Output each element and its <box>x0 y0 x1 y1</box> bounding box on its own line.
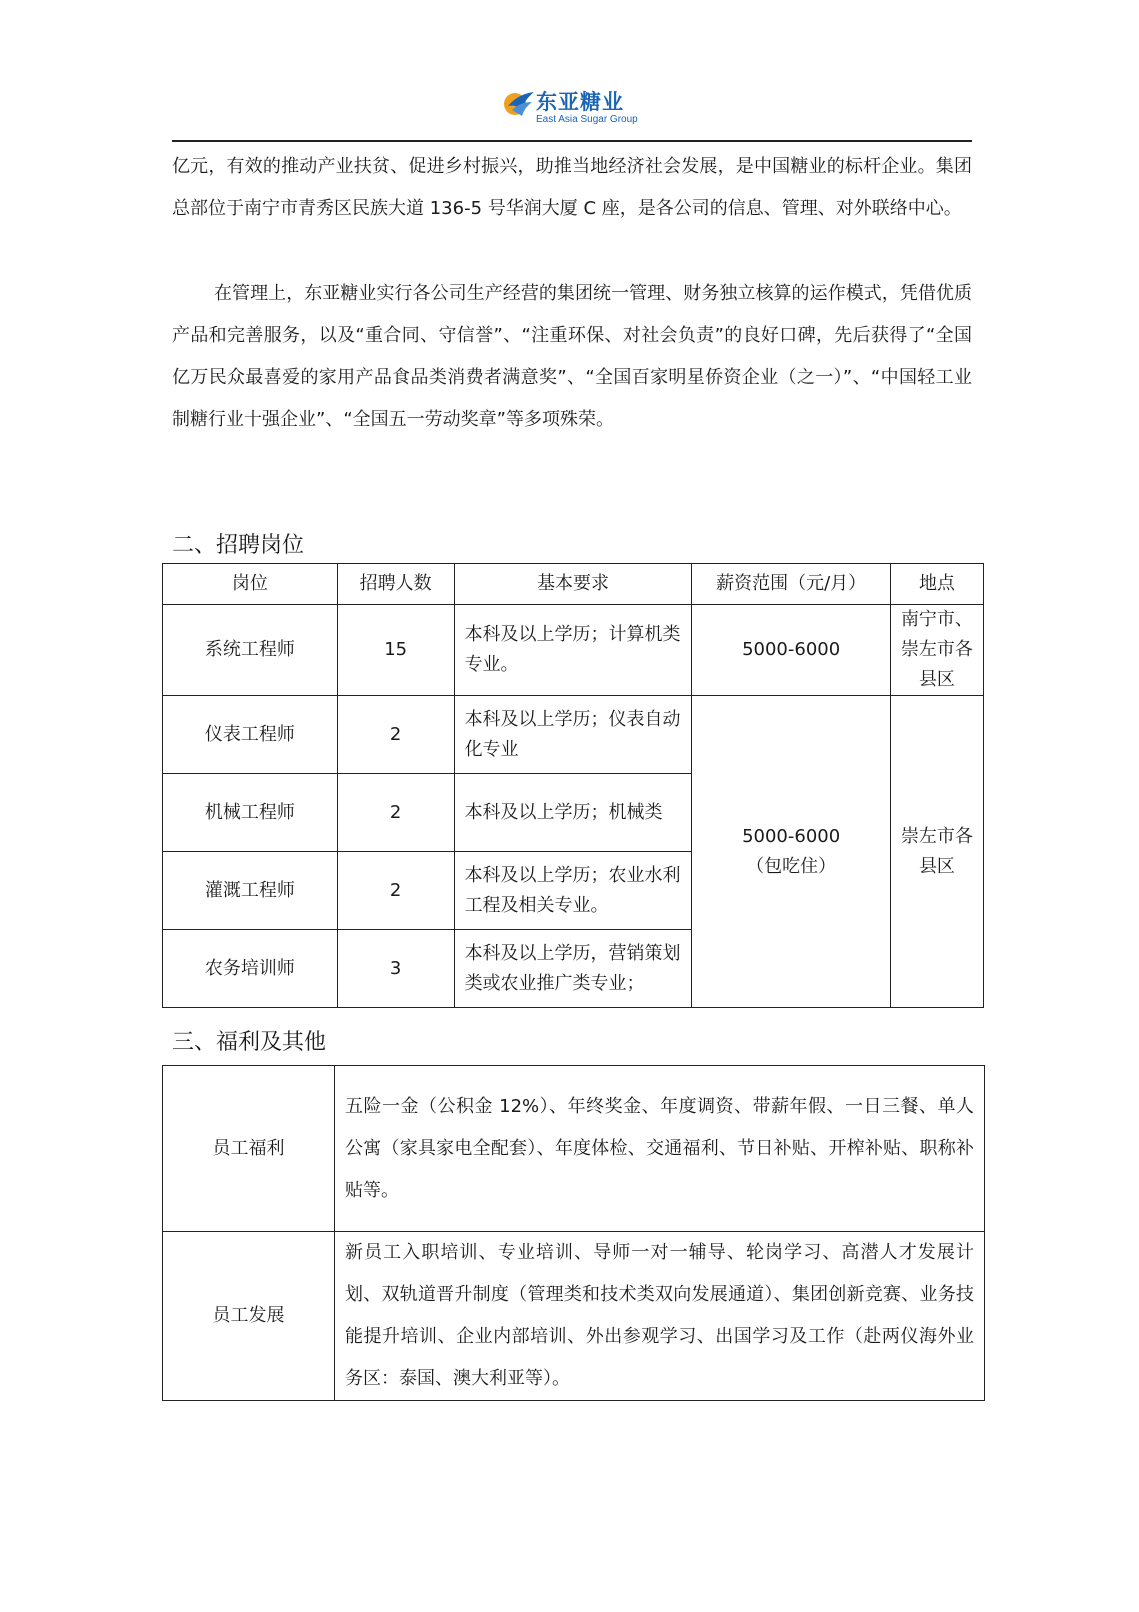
intro-paragraph-2: 在管理上，东亚糖业实行各公司生产经营的集团统一管理、财务独立核算的运作模式，凭借优质产品和完善服务，以及“重合同、守信誉”、“注重环保、对社会负责”的良好口碑，先后获得了“全国亿万民众最喜爱的家用产品食品类消费者满意奖”、“全国百家明星侨资企业（之一）”、“中国轻工业制糖行业十强企业”、“全国五一劳动奖章”等多项殊荣。 <box>172 283 972 430</box>
count-cell: 2 <box>337 852 454 930</box>
position-cell: 灌溉工程师 <box>163 852 338 930</box>
intro-paragraph-1: 亿元，有效的推动产业扶贫、促进乡村振兴，助推当地经济社会发展，是中国糖业的标杆企业。集团总部位于南宁市青秀区民族大道 136-5 号华润大厦 C 座，是各公司的信息、管理、对外联络中心。 <box>172 156 972 219</box>
position-cell: 仪表工程师 <box>163 696 338 774</box>
table-row <box>163 1066 985 1232</box>
table-row <box>163 605 984 696</box>
header-salary: 薪资范围（元/月） <box>692 564 891 605</box>
requirement-cell: 本科及以上学历；仪表自动化专业 <box>454 696 692 774</box>
count-cell: 3 <box>337 930 454 1008</box>
salary-note: （包吃住） <box>746 855 837 877</box>
requirement-cell: 本科及以上学历；机械类 <box>454 774 692 852</box>
requirement-cell: 本科及以上学历；计算机类专业。 <box>454 605 692 696</box>
positions-table <box>162 563 984 1008</box>
logo-chinese-name: 东亚糖业 <box>536 90 624 114</box>
count-cell: 2 <box>337 774 454 852</box>
logo-sun-bird-icon <box>502 88 536 132</box>
requirement-cell: 本科及以上学历；农业水利工程及相关专业。 <box>454 852 692 930</box>
position-cell: 系统工程师 <box>163 605 338 696</box>
benefit-text: 五险一金（公积金 12%）、年终奖金、年度调资、带薪年假、一日三餐、单人公寓（家具家电全配套）、年度体检、交通福利、节日补贴、开榨补贴、职称补贴等。 <box>335 1066 985 1232</box>
section-heading-positions: 二、招聘岗位 <box>172 533 305 558</box>
position-cell: 机械工程师 <box>163 774 338 852</box>
company-logo <box>502 86 652 134</box>
salary-cell: 5000-6000 <box>692 605 891 696</box>
header-position: 岗位 <box>163 564 338 605</box>
benefits-table <box>162 1065 985 1401</box>
salary-value: 5000-6000 <box>742 825 841 847</box>
benefit-label: 员工福利 <box>163 1066 335 1232</box>
position-cell: 农务培训师 <box>163 930 338 1008</box>
salary-cell-merged <box>692 696 891 1008</box>
logo-english-name: East Asia Sugar Group <box>536 114 638 125</box>
count-cell: 2 <box>337 696 454 774</box>
location-cell-merged: 崇左市各县区 <box>890 696 983 1008</box>
header-requirements: 基本要求 <box>454 564 692 605</box>
benefit-label: 员工发展 <box>163 1232 335 1401</box>
count-cell: 15 <box>337 605 454 696</box>
table-header-row <box>163 564 984 605</box>
table-row <box>163 696 984 774</box>
benefit-text: 新员工入职培训、专业培训、导师一对一辅导、轮岗学习、高潜人才发展计划、双轨道晋升制度（管理类和技术类双向发展通道）、集团创新竞赛、业务技能提升培训、企业内部培训、外出参观学习、出国学习及工作（赴两仪海外业务区：泰国、澳大利亚等）。 <box>335 1232 985 1401</box>
location-cell: 南宁市、崇左市各县区 <box>890 605 983 696</box>
table-row <box>163 1232 985 1401</box>
header-count: 招聘人数 <box>337 564 454 605</box>
requirement-cell: 本科及以上学历，营销策划类或农业推广类专业； <box>454 930 692 1008</box>
page-header <box>172 80 972 142</box>
section-heading-benefits: 三、福利及其他 <box>172 1030 327 1055</box>
header-location: 地点 <box>890 564 983 605</box>
